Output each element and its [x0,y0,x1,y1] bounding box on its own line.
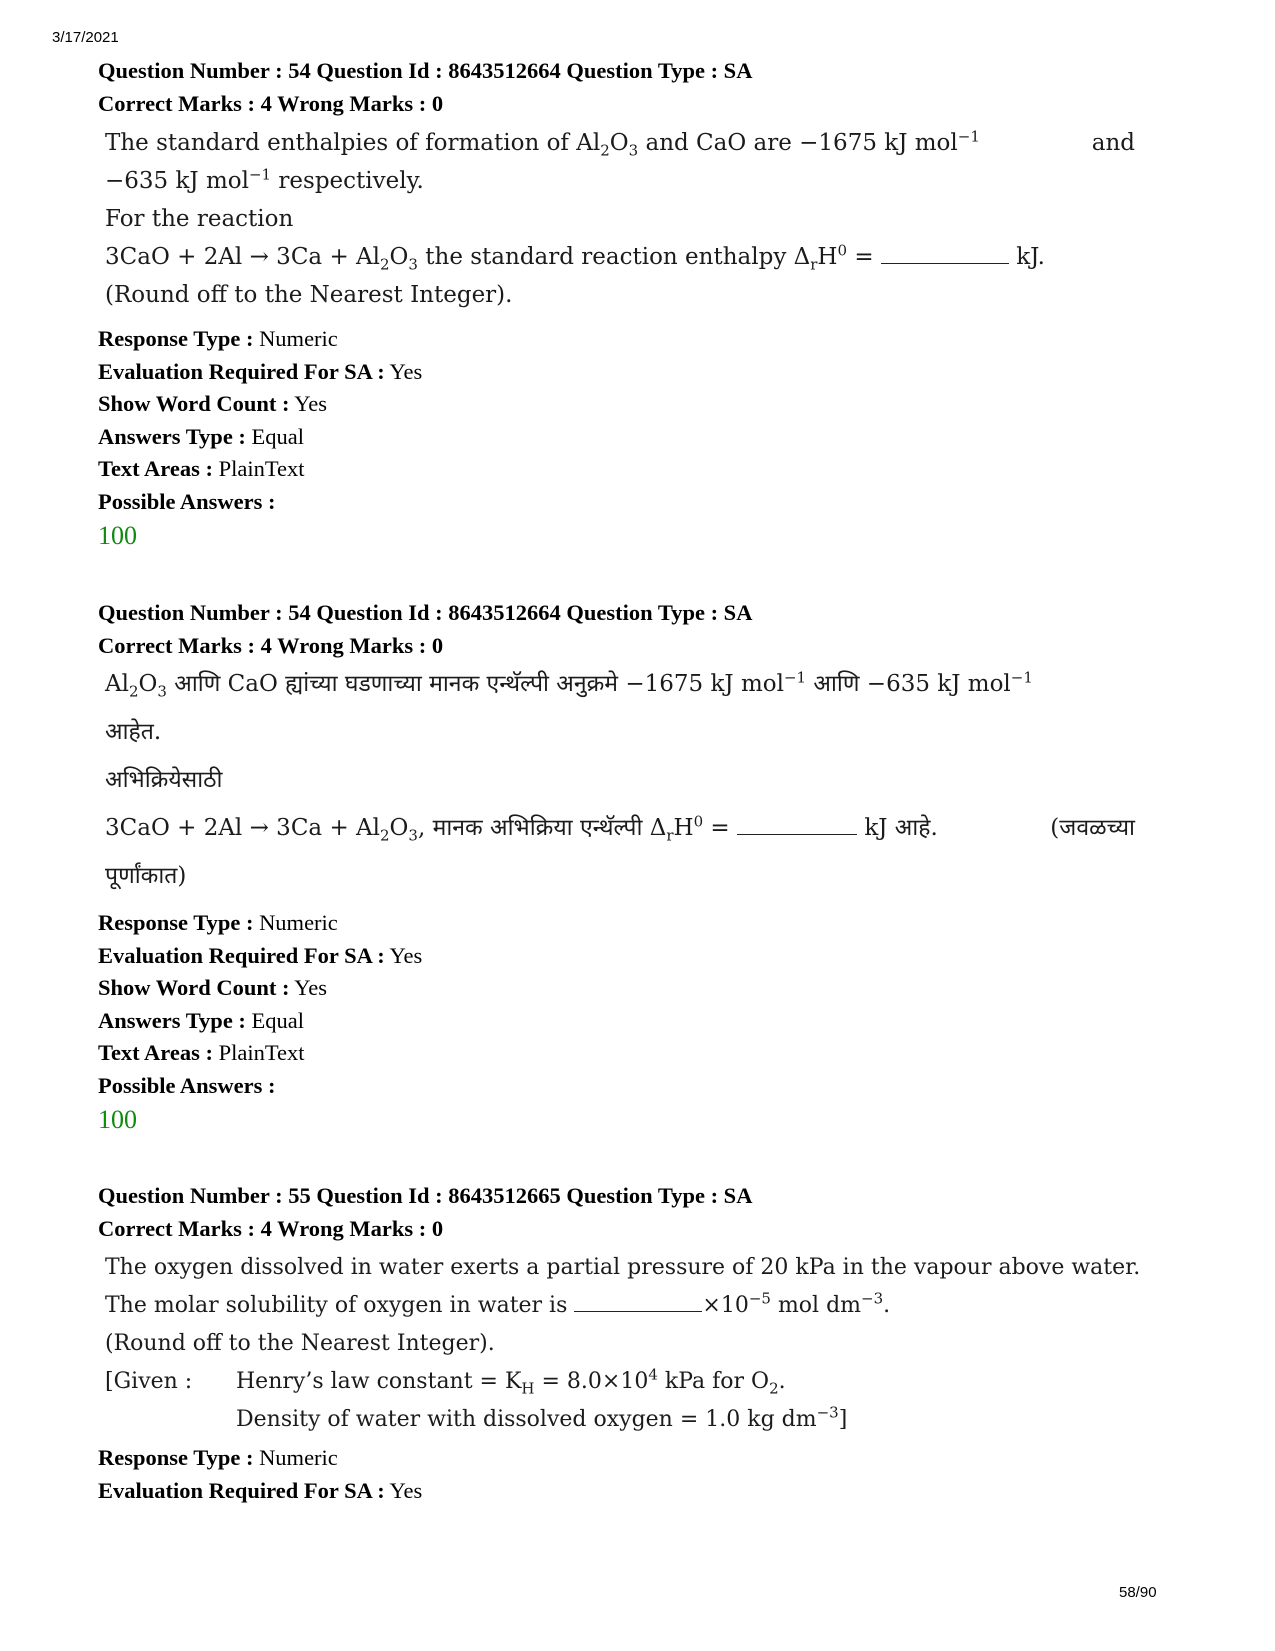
answer-blank [737,810,857,835]
question-text-line: (Round off to the Nearest Integer). [105,282,513,308]
answer-blank [574,1287,702,1312]
meta-field: Response Type : Numeric [98,1445,338,1470]
meta-field: Text Areas : PlainText [98,1040,305,1065]
meta-field: Possible Answers : [98,1072,276,1098]
meta-field: Text Areas : PlainText [98,456,305,481]
question-text-line: −635 kJ mol$^{-1}$ respectively. [105,165,424,194]
question-text-line: The oxygen dissolved in water exerts a partial pressure of 20 kPa in the vapour above water. [105,1255,1141,1280]
question-marks: Correct Marks : 4 Wrong Marks : 0 [98,632,444,658]
question-text-line: (Round off to the Nearest Integer). [105,1331,495,1356]
meta-field: Possible Answers : [98,488,276,514]
text-span: (जवळच्या [1050,815,1135,841]
possible-answer: 100 [98,1105,137,1134]
question-text-line: आहेत. [105,719,162,745]
meta-field: Response Type : Numeric [98,910,338,935]
meta-field: Evaluation Required For SA : Yes [98,942,423,968]
question-text-line: Density of water with dissolved oxygen = 1.0 kg $dm^{-3}$] [236,1403,848,1432]
text-span: $3CaO + 2Al \to 3Ca + Al_2O_3$, मानक अभिक्रिया एन्थॅल्पी $\Delta_rH^0$ = kJ आहे. [105,804,938,852]
page-number: 58/90 [1119,1584,1157,1601]
question-header-2 [98,597,1158,662]
question-text-line: $Al_2O_3$ आणि CaO ह्यांच्या घडणाच्या मानक एन्थॅल्पी अनुक्रमे −1675 kJ mol$^{-1}$ आणि −635 kJ mol$^{-1}$ [105,668,1033,701]
meta-field: Answers Type : Equal [98,1007,305,1033]
answer-blank [881,239,1009,264]
question-body-2 [105,660,1135,900]
question-text-line: पूर्णांकात) [105,863,187,889]
question-title: Question Number : 55 Question Id : 8643512665 Question Type : SA [98,1183,753,1208]
text-span: and [1091,130,1135,156]
meta-field: Answers Type : Equal [98,423,305,449]
question-body-1 [105,124,1135,314]
question-header-3 [98,1180,1158,1245]
meta-field: Show Word Count : Yes [98,975,328,1000]
meta-field: Response Type : Numeric [98,326,338,351]
question-marks: Correct Marks : 4 Wrong Marks : 0 [98,90,444,116]
question-text-line [105,124,1135,162]
possible-answer: 100 [98,521,137,550]
question-meta-2 [98,907,1158,1138]
question-text-line [105,804,1135,852]
question-meta-1 [98,323,1158,554]
question-text-line: [Given : Henry’s law constant = $K_H = 8.0\times 10^4$ kPa for $O_2$. [105,1365,786,1398]
question-header-1 [98,55,1158,120]
question-text-line: The molar solubility of oxygen in water is $\times 10^{-5}$ mol $dm^{-3}$. [105,1287,1135,1325]
question-title: Question Number : 54 Question Id : 8643512664 Question Type : SA [98,58,753,83]
question-title: Question Number : 54 Question Id : 8643512664 Question Type : SA [98,600,753,625]
meta-field: Evaluation Required For SA : Yes [98,1477,423,1503]
question-meta-3 [98,1442,1158,1507]
print-date: 3/17/2021 [52,29,119,46]
question-text-line: For the reaction [105,206,294,232]
meta-field: Show Word Count : Yes [98,391,328,416]
question-text-line: $3CaO + 2Al \to 3Ca + Al_2O_3$ the standard reaction enthalpy $\Delta_rH^0$ = kJ. [105,238,1135,276]
question-body-3 [105,1249,1141,1439]
text-span: The standard enthalpies of formation of $Al_2O_3$ and CaO are −1675 kJ mol$^{-1}$ [105,127,980,160]
question-text-line: अभिक्रियेसाठी [105,767,223,793]
question-marks: Correct Marks : 4 Wrong Marks : 0 [98,1215,444,1241]
meta-field: Evaluation Required For SA : Yes [98,358,423,384]
